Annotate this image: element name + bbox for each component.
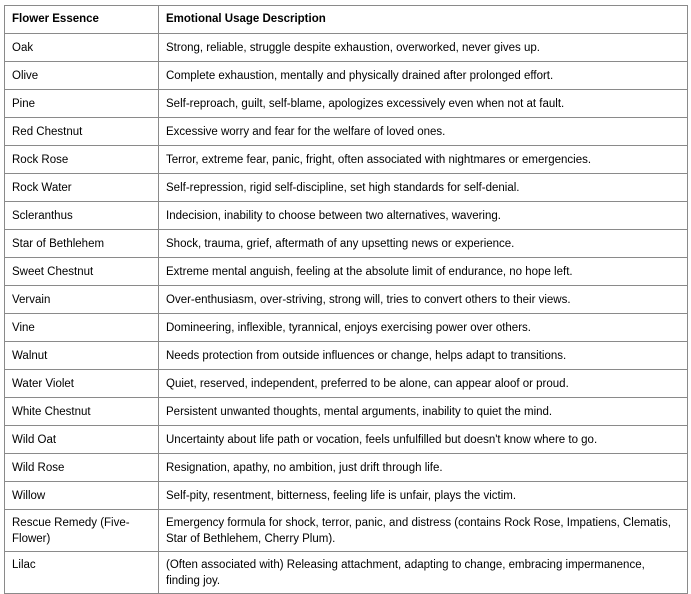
table-row: [5, 90, 688, 118]
header-flower-essence: Flower Essence: [5, 6, 159, 34]
table-row: [5, 314, 688, 342]
usage-description-cell: Strong, reliable, struggle despite exhaustion, overworked, never gives up.: [159, 34, 688, 62]
essence-name-cell: Pine: [5, 90, 159, 118]
usage-description-cell: Emergency formula for shock, terror, panic, and distress (contains Rock Rose, Impatiens, Clematis, Star of Bethlehem, Cherry Plum).: [159, 510, 688, 552]
essence-name-cell: Sweet Chestnut: [5, 258, 159, 286]
table-row: [5, 62, 688, 90]
usage-description-cell: Extreme mental anguish, feeling at the absolute limit of endurance, no hope left.: [159, 258, 688, 286]
essence-name-cell: Vine: [5, 314, 159, 342]
essence-name-cell: Lilac: [5, 552, 159, 594]
essence-name-cell: Wild Oat: [5, 426, 159, 454]
usage-description-cell: Self-reproach, guilt, self-blame, apologizes excessively even when not at fault.: [159, 90, 688, 118]
table-row: [5, 370, 688, 398]
usage-description-cell: Resignation, apathy, no ambition, just drift through life.: [159, 454, 688, 482]
table-row: [5, 146, 688, 174]
table-row: [5, 398, 688, 426]
table-row: [5, 34, 688, 62]
usage-description-cell: Domineering, inflexible, tyrannical, enjoys exercising power over others.: [159, 314, 688, 342]
flower-essence-table: [4, 5, 688, 594]
usage-description-cell: Indecision, inability to choose between two alternatives, wavering.: [159, 202, 688, 230]
usage-description-cell: Complete exhaustion, mentally and physically drained after prolonged effort.: [159, 62, 688, 90]
table-row: [5, 174, 688, 202]
table-row: [5, 426, 688, 454]
table-row: [5, 286, 688, 314]
table-row: [5, 342, 688, 370]
usage-description-cell: Shock, trauma, grief, aftermath of any upsetting news or experience.: [159, 230, 688, 258]
table-row: [5, 552, 688, 594]
essence-name-cell: Walnut: [5, 342, 159, 370]
essence-name-cell: White Chestnut: [5, 398, 159, 426]
essence-name-cell: Rescue Remedy (Five-Flower): [5, 510, 159, 552]
usage-description-cell: Over-enthusiasm, over-striving, strong will, tries to convert others to their views.: [159, 286, 688, 314]
essence-name-cell: Star of Bethlehem: [5, 230, 159, 258]
usage-description-cell: (Often associated with) Releasing attachment, adapting to change, embracing impermanence, finding joy.: [159, 552, 688, 594]
essence-name-cell: Vervain: [5, 286, 159, 314]
usage-description-cell: Quiet, reserved, independent, preferred to be alone, can appear aloof or proud.: [159, 370, 688, 398]
usage-description-cell: Needs protection from outside influences or change, helps adapt to transitions.: [159, 342, 688, 370]
header-emotional-usage: Emotional Usage Description: [159, 6, 688, 34]
essence-name-cell: Wild Rose: [5, 454, 159, 482]
usage-description-cell: Terror, extreme fear, panic, fright, often associated with nightmares or emergencies.: [159, 146, 688, 174]
table-row: [5, 118, 688, 146]
table-row: [5, 510, 688, 552]
essence-name-cell: Water Violet: [5, 370, 159, 398]
usage-description-cell: Self-repression, rigid self-discipline, set high standards for self-denial.: [159, 174, 688, 202]
table-row: [5, 482, 688, 510]
essence-name-cell: Willow: [5, 482, 159, 510]
usage-description-cell: Self-pity, resentment, bitterness, feeling life is unfair, plays the victim.: [159, 482, 688, 510]
table-row: [5, 230, 688, 258]
essence-name-cell: Olive: [5, 62, 159, 90]
table-header-row: [5, 6, 688, 34]
essence-name-cell: Scleranthus: [5, 202, 159, 230]
essence-name-cell: Rock Water: [5, 174, 159, 202]
table-row: [5, 258, 688, 286]
essence-name-cell: Rock Rose: [5, 146, 159, 174]
usage-description-cell: Persistent unwanted thoughts, mental arguments, inability to quiet the mind.: [159, 398, 688, 426]
essence-name-cell: Oak: [5, 34, 159, 62]
essence-name-cell: Red Chestnut: [5, 118, 159, 146]
table-row: [5, 454, 688, 482]
usage-description-cell: Uncertainty about life path or vocation, feels unfulfilled but doesn't know where to go.: [159, 426, 688, 454]
table-row: [5, 202, 688, 230]
flower-essence-table-container: [4, 5, 688, 594]
usage-description-cell: Excessive worry and fear for the welfare of loved ones.: [159, 118, 688, 146]
